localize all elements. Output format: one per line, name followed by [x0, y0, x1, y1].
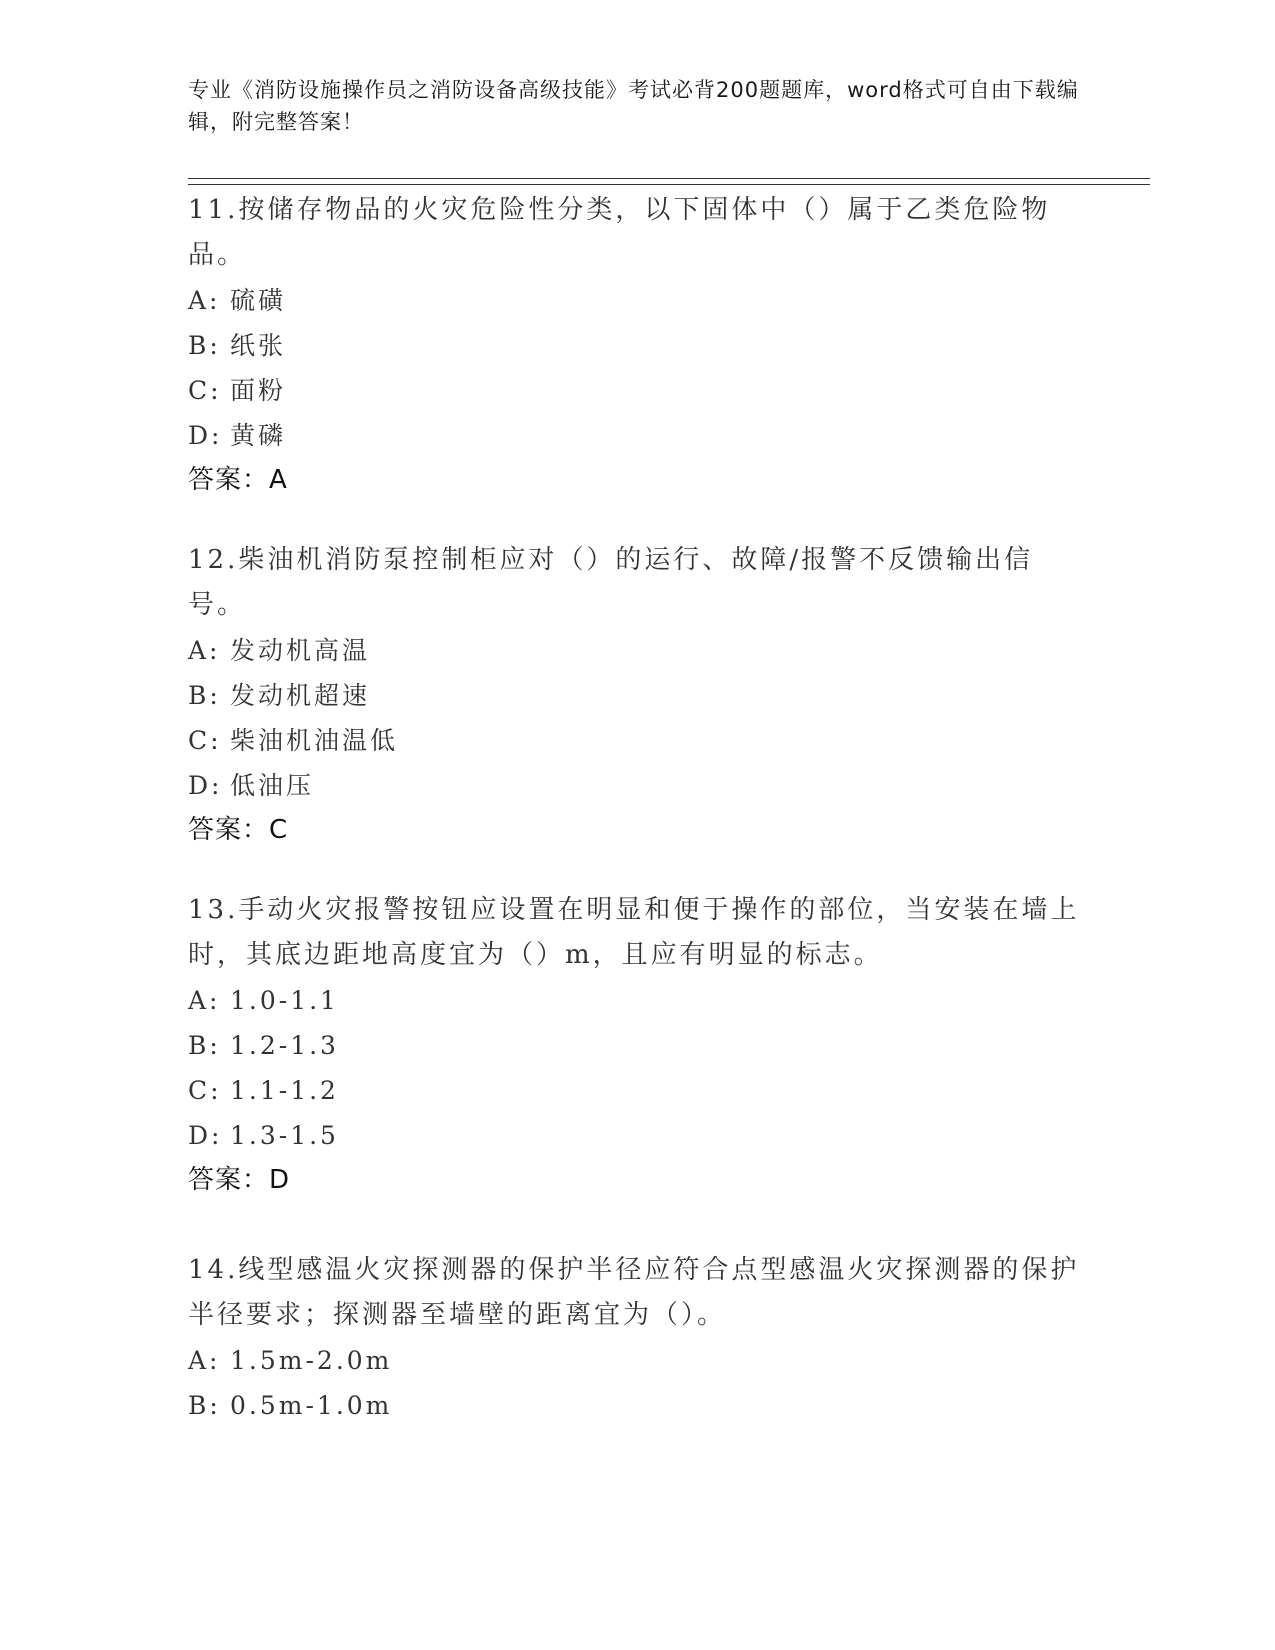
option-c: [188, 368, 1088, 413]
question-stem: 12.柴油机消防泵控制柜应对（）的运行、故障/报警不反馈输出信号。: [188, 545, 1034, 620]
option-text: 0.5m-1.0m: [230, 1391, 393, 1420]
option-letter: C:: [188, 376, 222, 405]
question-stem: 14.线型感温火灾探测器的保护半径应符合点型感温火灾探测器的保护半径要求；探测器至墙壁的距离宜为（）。: [188, 1255, 1080, 1330]
option-text: 纸张: [230, 331, 287, 360]
option-letter: B:: [188, 1031, 221, 1060]
option-c: [188, 1068, 1088, 1113]
option-letter: D:: [188, 771, 223, 800]
question-14: [188, 1248, 1088, 1428]
option-letter: A:: [188, 1346, 221, 1375]
question-stem: 13.手动火灾报警按钮应设置在明显和便于操作的部位，当安装在墙上时，其底边距地高度宜为（）m，且应有明显的标志。: [188, 895, 1080, 970]
option-text: 面粉: [230, 376, 287, 405]
option-c: [188, 718, 1088, 763]
option-text: 1.2-1.3: [230, 1031, 339, 1060]
answer-line: 答案：A: [188, 465, 288, 495]
option-a: [188, 1338, 1088, 1383]
question-stem: 11.按储存物品的火灾危险性分类，以下固体中（）属于乙类危险物品。: [188, 195, 1051, 270]
option-a: [188, 628, 1088, 673]
question-13: [188, 888, 1088, 1203]
option-letter: A:: [188, 986, 221, 1015]
option-letter: B:: [188, 1391, 221, 1420]
option-d: [188, 763, 1088, 808]
option-text: 黄磷: [230, 421, 287, 450]
option-text: 1.5m-2.0m: [230, 1346, 393, 1375]
option-text: 1.1-1.2: [230, 1076, 339, 1105]
option-a: [188, 978, 1088, 1023]
option-letter: A:: [188, 286, 221, 315]
option-b: [188, 1383, 1088, 1428]
option-text: 1.3-1.5: [230, 1121, 339, 1150]
option-letter: A:: [188, 636, 221, 665]
answer-line: 答案：D: [188, 1165, 291, 1195]
option-b: [188, 1023, 1088, 1068]
option-letter: D:: [188, 421, 223, 450]
question-12: [188, 538, 1088, 853]
option-d: [188, 413, 1088, 458]
option-text: 发动机超速: [230, 681, 371, 710]
option-letter: C:: [188, 726, 222, 755]
option-text: 硫磺: [230, 286, 287, 315]
question-11: [188, 188, 1088, 503]
option-d: [188, 1113, 1088, 1158]
option-text: 1.0-1.1: [230, 986, 339, 1015]
option-text: 柴油机油温低: [230, 726, 399, 755]
option-a: [188, 278, 1088, 323]
option-b: [188, 323, 1088, 368]
answer-line: 答案：C: [188, 815, 289, 845]
header-divider-bottom: [188, 184, 1150, 185]
option-letter: D:: [188, 1121, 223, 1150]
document-header: 专业《消防设施操作员之消防设备高级技能》考试必背200题题库，word格式可自由下载编辑，附完整答案！: [188, 78, 1079, 134]
option-text: 低油压: [230, 771, 315, 800]
option-letter: B:: [188, 681, 221, 710]
option-text: 发动机高温: [230, 636, 371, 665]
option-letter: B:: [188, 331, 221, 360]
option-b: [188, 673, 1088, 718]
option-letter: C:: [188, 1076, 222, 1105]
header-divider-top: [188, 178, 1150, 179]
